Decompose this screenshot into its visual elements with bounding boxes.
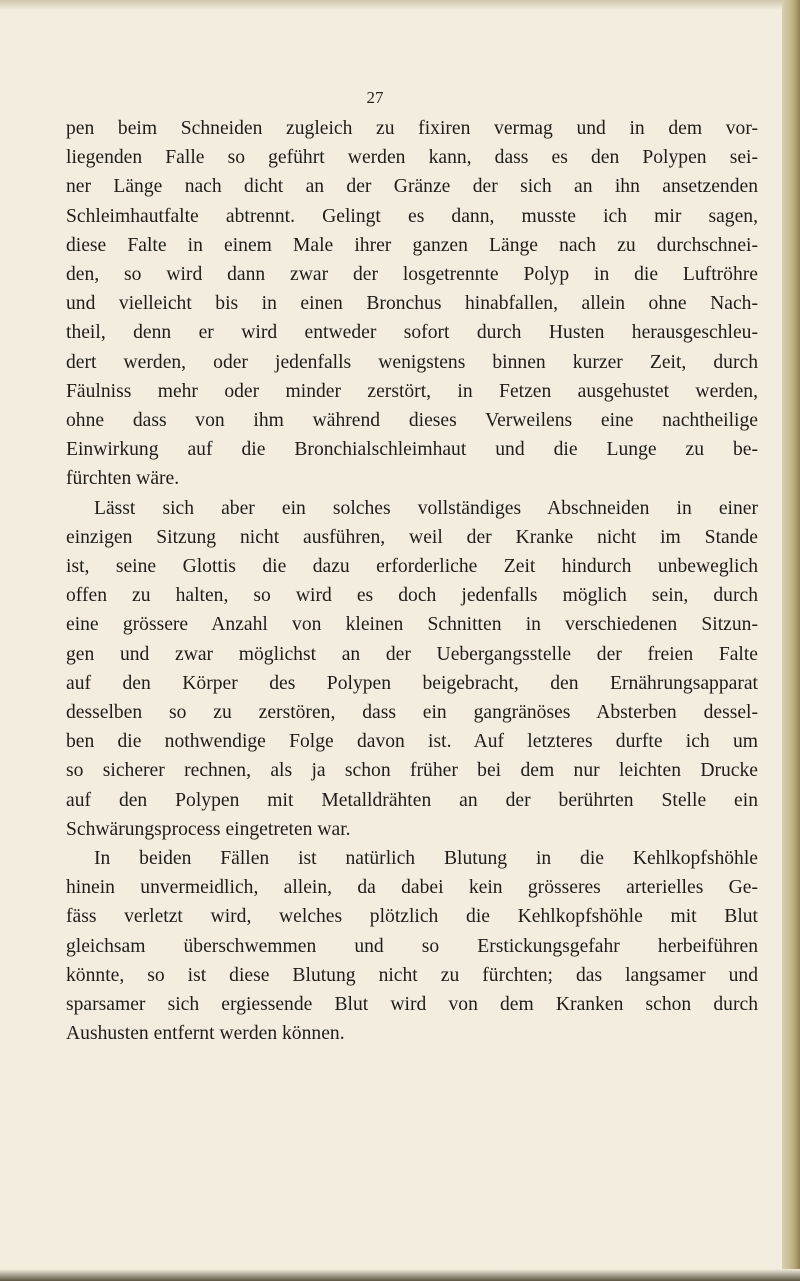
text-line: könnte, so ist diese Blutung nicht zu fürchten; das langsamer und (66, 964, 758, 986)
text-line: den, so wird dann zwar der losgetrennte Polyp in die Luftröhre (66, 264, 758, 286)
text-line: ohne dass von ihm während dieses Verweilens eine nachtheilige (66, 410, 758, 432)
text-line: fäss verletzt wird, welches plötzlich die Kehlkopfshöhle mit Blut (66, 906, 758, 928)
text-line: theil, denn er wird entweder sofort durch Husten herausgeschleu- (66, 322, 758, 344)
text-line: liegenden Falle so geführt werden kann, dass es den Polypen sei- (66, 147, 758, 169)
text-line: eine grössere Anzahl von kleinen Schnitten in verschiedenen Sitzun- (66, 614, 758, 636)
text-line: und vielleicht bis in einen Bronchus hinabfallen, allein ohne Nach- (66, 293, 758, 315)
text-line: Aushusten entfernt werden können. (66, 1023, 345, 1045)
text-line: Schleimhautfalte abtrennt. Gelingt es dann, musste ich mir sagen, (66, 205, 758, 227)
text-line: In beiden Fällen ist natürlich Blutung in die Kehlkopfshöhle (94, 848, 758, 870)
text-line: Einwirkung auf die Bronchialschleimhaut und die Lunge zu be- (66, 439, 758, 461)
text-line: ner Länge nach dicht an der Gränze der sich an ihn ansetzenden (66, 176, 758, 198)
page-right-edge (782, 0, 800, 1281)
text-line: sparsamer sich ergiessende Blut wird von dem Kranken schon durch (66, 994, 758, 1016)
body-text (66, 114, 758, 1049)
text-line: ben die nothwendige Folge davon ist. Auf letzteres durfte ich um (66, 731, 758, 753)
text-line: einzigen Sitzung nicht ausführen, weil der Kranke nicht im Stande (66, 526, 758, 548)
page-number: 27 (366, 88, 384, 107)
text-line: hinein unvermeidlich, allein, da dabei kein grösseres arterielles Ge- (66, 877, 758, 899)
page-top-edge (0, 0, 786, 10)
text-line: Lässt sich aber ein solches vollständiges Abschneiden in einer (94, 497, 758, 519)
text-line: fürchten wäre. (66, 468, 180, 490)
text-line: Fäulniss mehr oder minder zerstört, in Fetzen ausgehustet werden, (66, 380, 758, 402)
page-bottom-edge (0, 1269, 800, 1281)
text-line: Schwärungsprocess eingetreten war. (66, 818, 351, 840)
text-line: auf den Körper des Polypen beigebracht, den Ernährungsapparat (66, 672, 758, 694)
text-line: dert werden, oder jedenfalls wenigstens binnen kurzer Zeit, durch (66, 351, 758, 373)
text-line: desselben so zu zerstören, dass ein gangränöses Absterben dessel- (66, 702, 758, 724)
text-line: auf den Polypen mit Metalldrähten an der berührten Stelle ein (66, 789, 758, 811)
text-line: gen und zwar möglichst an der Uebergangsstelle der freien Falte (66, 643, 758, 665)
text-line: diese Falte in einem Male ihrer ganzen Länge nach zu durchschnei- (66, 234, 758, 256)
text-line: gleichsam überschwemmen und so Erstickungsgefahr herbeiführen (66, 935, 758, 957)
text-line: so sicherer rechnen, als ja schon früher bei dem nur leichten Drucke (66, 760, 758, 782)
text-line: pen beim Schneiden zugleich zu fixiren vermag und in dem vor- (66, 118, 758, 139)
text-line: ist, seine Glottis die dazu erforderliche Zeit hindurch unbeweglich (66, 556, 758, 578)
text-line: offen zu halten, so wird es doch jedenfalls möglich sein, durch (66, 585, 758, 607)
